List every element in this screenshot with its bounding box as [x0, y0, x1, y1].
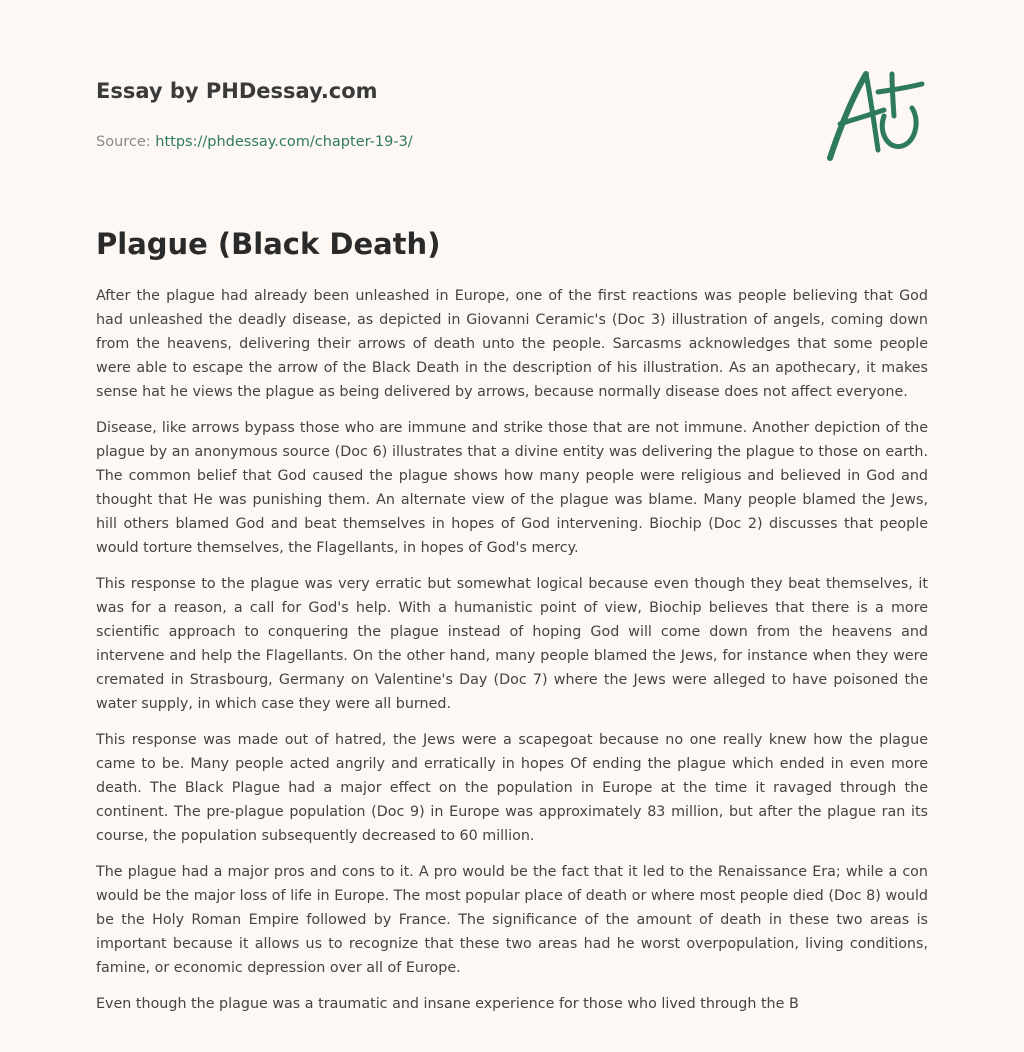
- essay-paragraph: After the plague had already been unleashed in Europe, one of the first reactions was people believing that God had unleashed the deadly disease, as depicted in Giovanni Ceramic's (Doc 3) illustration of angels, coming down from the heavens, delivering their arrows of death unto the people. Sarcasms acknowledges that some people were able to escape the arrow of the Black Death in the description of his illustration. As an apothecary, it makes sense hat he views the plague as being delivered by arrows, because normally disease does not affect everyone.: [96, 288, 928, 400]
- essay-header: [96, 78, 796, 152]
- essay-title: Plague (Black Death): [96, 227, 441, 261]
- essay-paragraph: The plague had a major pros and cons to it. A pro would be the fact that it led to the Renaissance Era; while a con would be the major loss of life in Europe. The most popular place of death or where most people died (Doc 8) would be the Holy Roman Empire followed by France. The significance of the amount of death in these two areas is important because it allows us to recognize that these two areas had he worst overpopulation, living conditions, famine, or economic depression over all of Europe.: [96, 864, 928, 976]
- site-title: Essay by PHDessay.com: [96, 79, 378, 103]
- source-link[interactable]: https://phdessay.com/chapter-19-3/: [155, 134, 413, 150]
- essay-paragraph-truncated: Even though the plague was a traumatic and insane experience for those who lived through the B: [96, 996, 799, 1012]
- source-line: [96, 132, 796, 152]
- a-plus-grade-icon: [818, 66, 930, 166]
- essay-paragraph: This response was made out of hatred, the Jews were a scapegoat because no one really knew how the plague came to be. Many people acted angrily and erratically in hopes Of ending the plague which ended in even more death. The Black Plague had a major effect on the population in Europe at the time it ravaged through the continent. The pre-plague population (Doc 9) in Europe was approximately 83 million, but after the plague ran its course, the population subsequently decreased to 60 million.: [96, 732, 928, 844]
- essay-body: [96, 284, 928, 1028]
- essay-paragraph: Disease, like arrows bypass those who are immune and strike those that are not immune. Another depiction of the plague by an anonymous source (Doc 6) illustrates that a divine entity was delivering the plague to those on earth. The common belief that God caused the plague shows how many people were religious and believed in God and thought that He was punishing them. An alternate view of the plague was blame. Many people blamed the Jews, hill others blamed God and beat themselves in hopes of God intervening. Biochip (Doc 2) discusses that people would torture themselves, the Flagellants, in hopes of God's mercy.: [96, 420, 928, 556]
- essay-paragraph: This response to the plague was very erratic but somewhat logical because even though they beat themselves, it was for a reason, a call for God's help. With a humanistic point of view, Biochip believes that there is a more scientific approach to conquering the plague instead of hoping God will come down from the heavens and intervene and help the Flagellants. On the other hand, many people blamed the Jews, for instance when they were cremated in Strasbourg, Germany on Valentine's Day (Doc 7) where the Jews were alleged to have poisoned the water supply, in which case they were all burned.: [96, 576, 928, 712]
- source-label: Source:: [96, 134, 151, 150]
